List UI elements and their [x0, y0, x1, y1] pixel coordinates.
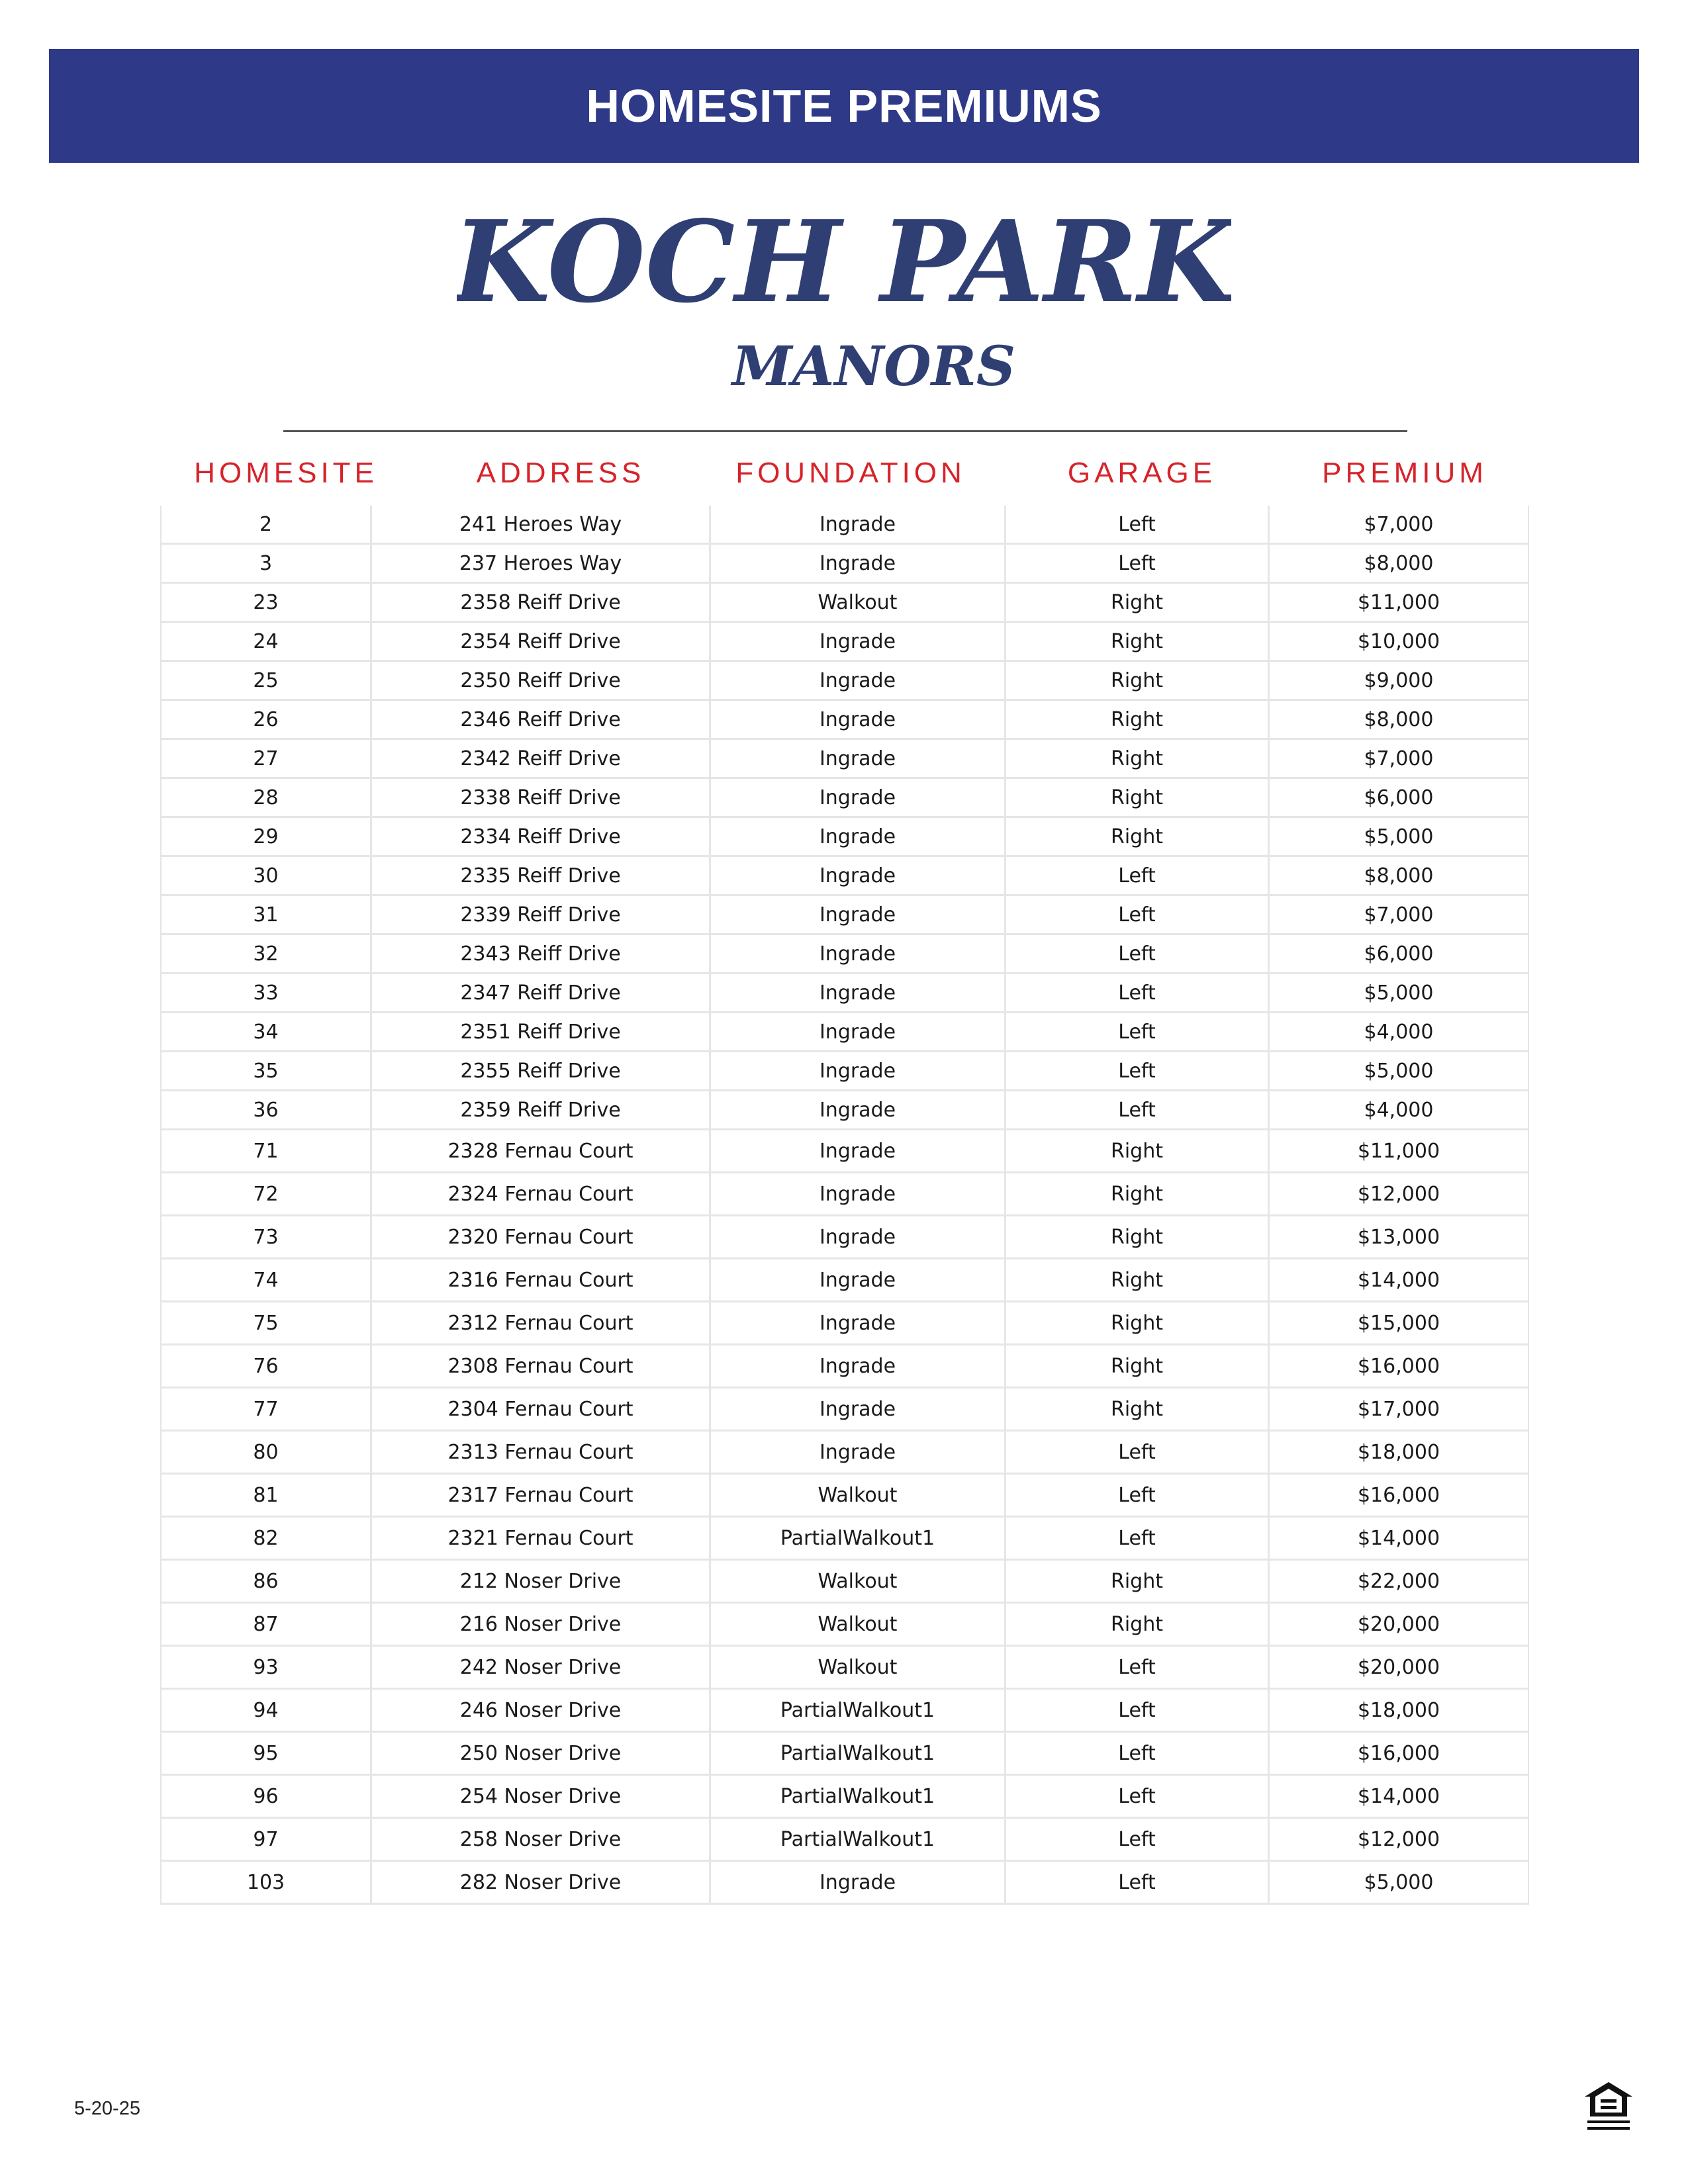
homesite-cell: 73 — [162, 1216, 372, 1257]
table-row — [162, 896, 1528, 935]
premium-cell: $18,000 — [1357, 1440, 1440, 1464]
address-cell: 2313 Fernau Court — [372, 1432, 711, 1473]
premium-cell: $8,000 — [1364, 707, 1434, 731]
homesite-cell: 77 — [162, 1388, 372, 1430]
garage-cell: Left — [1006, 1819, 1270, 1860]
homesite-cell: 29 — [162, 818, 372, 855]
garage-cell: Left — [1006, 1518, 1270, 1559]
address-cell: 2359 Reiff Drive — [372, 1091, 711, 1128]
premium-cell: $6,000 — [1364, 786, 1434, 809]
garage-cell: Left — [1006, 1733, 1270, 1774]
address-cell: 2304 Fernau Court — [372, 1388, 711, 1430]
homesite-cell: 72 — [162, 1173, 372, 1214]
address-cell: 2343 Reiff Drive — [372, 935, 711, 972]
column-header-homesite: HOMESITE — [194, 457, 378, 489]
address-cell: 2335 Reiff Drive — [372, 857, 711, 894]
premium-cell: $14,000 — [1357, 1268, 1440, 1292]
garage-cell: Left — [1006, 1091, 1270, 1128]
garage-cell: Left — [1006, 1475, 1270, 1516]
table-row — [162, 779, 1528, 818]
logo-line-2: MANORS — [731, 335, 1016, 397]
premium-cell: $13,000 — [1357, 1225, 1440, 1249]
foundation-cell: PartialWalkout1 — [711, 1733, 1006, 1774]
premium-cell: $7,000 — [1364, 512, 1434, 536]
column-headers — [160, 457, 1526, 490]
homesite-cell: 96 — [162, 1776, 372, 1817]
table-row — [162, 1819, 1528, 1862]
homesite-cell: 2 — [162, 506, 372, 543]
table-row — [162, 740, 1528, 779]
foundation-cell: Ingrade — [711, 974, 1006, 1011]
table-row — [162, 1052, 1528, 1091]
address-cell: 2350 Reiff Drive — [372, 662, 711, 699]
table-row — [162, 818, 1528, 857]
premium-cell: $11,000 — [1357, 1139, 1440, 1163]
homesite-cell: 32 — [162, 935, 372, 972]
foundation-cell: Ingrade — [711, 1052, 1006, 1089]
table-row — [162, 974, 1528, 1013]
foundation-cell: Ingrade — [711, 701, 1006, 738]
foundation-cell: Ingrade — [711, 1091, 1006, 1128]
garage-cell: Right — [1006, 1345, 1270, 1387]
garage-cell: Right — [1006, 818, 1270, 855]
address-cell: 241 Heroes Way — [372, 506, 711, 543]
premium-cell: $5,000 — [1364, 981, 1434, 1005]
address-cell: 2346 Reiff Drive — [372, 701, 711, 738]
homesite-cell: 82 — [162, 1518, 372, 1559]
homesite-cell: 24 — [162, 623, 372, 660]
table-row — [162, 1518, 1528, 1561]
garage-cell: Right — [1006, 1216, 1270, 1257]
garage-cell: Left — [1006, 1776, 1270, 1817]
garage-cell: Right — [1006, 1561, 1270, 1602]
foundation-cell: Ingrade — [711, 1130, 1006, 1171]
premium-cell: $5,000 — [1364, 1870, 1434, 1894]
address-cell: 2339 Reiff Drive — [372, 896, 711, 933]
address-cell: 254 Noser Drive — [372, 1776, 711, 1817]
foundation-cell: Ingrade — [711, 935, 1006, 972]
table-row — [162, 1091, 1528, 1130]
premium-cell: $22,000 — [1357, 1569, 1440, 1593]
table-row — [162, 1130, 1528, 1173]
garage-cell: Left — [1006, 1013, 1270, 1050]
foundation-cell: Walkout — [711, 1475, 1006, 1516]
address-cell: 2351 Reiff Drive — [372, 1013, 711, 1050]
garage-cell: Left — [1006, 974, 1270, 1011]
address-cell: 2312 Fernau Court — [372, 1302, 711, 1343]
table-row — [162, 662, 1528, 701]
table-row — [162, 623, 1528, 662]
garage-cell: Right — [1006, 1130, 1270, 1171]
premium-cell: $9,000 — [1364, 668, 1434, 692]
address-cell: 2320 Fernau Court — [372, 1216, 711, 1257]
garage-cell: Right — [1006, 623, 1270, 660]
homesite-cell: 27 — [162, 740, 372, 777]
foundation-cell: Ingrade — [711, 1862, 1006, 1903]
garage-cell: Right — [1006, 662, 1270, 699]
homesite-cell: 35 — [162, 1052, 372, 1089]
address-cell: 246 Noser Drive — [372, 1690, 711, 1731]
homesite-cell: 3 — [162, 545, 372, 582]
premium-cell: $14,000 — [1357, 1526, 1440, 1550]
garage-cell: Left — [1006, 545, 1270, 582]
foundation-cell: Ingrade — [711, 1302, 1006, 1343]
foundation-cell: Ingrade — [711, 896, 1006, 933]
table-row — [162, 1475, 1528, 1518]
garage-cell: Right — [1006, 1302, 1270, 1343]
homesite-cell: 31 — [162, 896, 372, 933]
foundation-cell: Ingrade — [711, 1345, 1006, 1387]
homesite-premium-table — [160, 506, 1529, 1905]
homesite-cell: 75 — [162, 1302, 372, 1343]
table-row — [162, 1561, 1528, 1604]
garage-cell: Right — [1006, 1173, 1270, 1214]
foundation-cell: Ingrade — [711, 506, 1006, 543]
garage-cell: Right — [1006, 1259, 1270, 1300]
garage-cell: Right — [1006, 779, 1270, 816]
table-row — [162, 1388, 1528, 1432]
address-cell: 2328 Fernau Court — [372, 1130, 711, 1171]
address-cell: 212 Noser Drive — [372, 1561, 711, 1602]
foundation-cell: Ingrade — [711, 1432, 1006, 1473]
premium-cell: $20,000 — [1357, 1612, 1440, 1636]
table-row — [162, 701, 1528, 740]
homesite-cell: 71 — [162, 1130, 372, 1171]
foundation-cell: PartialWalkout1 — [711, 1819, 1006, 1860]
table-row — [162, 1302, 1528, 1345]
homesite-cell: 36 — [162, 1091, 372, 1128]
address-cell: 258 Noser Drive — [372, 1819, 711, 1860]
table-row — [162, 584, 1528, 623]
homesite-cell: 34 — [162, 1013, 372, 1050]
foundation-cell: Walkout — [711, 1561, 1006, 1602]
address-cell: 216 Noser Drive — [372, 1604, 711, 1645]
address-cell: 2321 Fernau Court — [372, 1518, 711, 1559]
premium-cell: $16,000 — [1357, 1354, 1440, 1378]
premium-cell: $12,000 — [1357, 1827, 1440, 1851]
premium-cell: $16,000 — [1357, 1483, 1440, 1507]
premium-cell: $11,000 — [1357, 590, 1440, 614]
homesite-cell: 74 — [162, 1259, 372, 1300]
address-cell: 2355 Reiff Drive — [372, 1052, 711, 1089]
address-cell: 2317 Fernau Court — [372, 1475, 711, 1516]
premium-cell: $10,000 — [1357, 629, 1440, 653]
equal-housing-opportunity-icon — [1583, 2079, 1634, 2134]
address-cell: 2354 Reiff Drive — [372, 623, 711, 660]
homesite-cell: 30 — [162, 857, 372, 894]
homesite-cell: 23 — [162, 584, 372, 621]
table-row — [162, 1013, 1528, 1052]
address-cell: 250 Noser Drive — [372, 1733, 711, 1774]
title-banner — [49, 49, 1639, 163]
homesite-cell: 28 — [162, 779, 372, 816]
garage-cell: Left — [1006, 1862, 1270, 1903]
premium-cell: $8,000 — [1364, 551, 1434, 575]
premium-cell: $7,000 — [1364, 903, 1434, 927]
address-cell: 242 Noser Drive — [372, 1647, 711, 1688]
premium-cell: $14,000 — [1357, 1784, 1440, 1808]
logo-line-1: KOCH PARK — [457, 199, 1231, 328]
premium-cell: $15,000 — [1357, 1311, 1440, 1335]
foundation-cell: Ingrade — [711, 545, 1006, 582]
column-header-foundation: FOUNDATION — [735, 457, 966, 489]
foundation-cell: Ingrade — [711, 857, 1006, 894]
garage-cell: Left — [1006, 506, 1270, 543]
address-cell: 2324 Fernau Court — [372, 1173, 711, 1214]
garage-cell: Right — [1006, 701, 1270, 738]
homesite-cell: 87 — [162, 1604, 372, 1645]
foundation-cell: Ingrade — [711, 662, 1006, 699]
table-row — [162, 1345, 1528, 1388]
premium-cell: $6,000 — [1364, 942, 1434, 966]
foundation-cell: Walkout — [711, 1604, 1006, 1645]
foundation-cell: PartialWalkout1 — [711, 1776, 1006, 1817]
homesite-cell: 76 — [162, 1345, 372, 1387]
foundation-cell: Ingrade — [711, 740, 1006, 777]
premium-cell: $5,000 — [1364, 1059, 1434, 1083]
garage-cell: Left — [1006, 1647, 1270, 1688]
table-row — [162, 1173, 1528, 1216]
garage-cell: Left — [1006, 896, 1270, 933]
foundation-cell: Ingrade — [711, 1013, 1006, 1050]
premium-cell: $17,000 — [1357, 1397, 1440, 1421]
garage-cell: Left — [1006, 935, 1270, 972]
foundation-cell: Walkout — [711, 584, 1006, 621]
column-header-premium: PREMIUM — [1322, 457, 1487, 489]
page-title: HOMESITE PREMIUMS — [586, 80, 1102, 132]
address-cell: 2342 Reiff Drive — [372, 740, 711, 777]
homesite-cell: 93 — [162, 1647, 372, 1688]
garage-cell: Right — [1006, 740, 1270, 777]
foundation-cell: PartialWalkout1 — [711, 1690, 1006, 1731]
premium-cell: $12,000 — [1357, 1182, 1440, 1206]
table-row — [162, 1862, 1528, 1905]
column-header-garage: GARAGE — [1067, 457, 1217, 489]
address-cell: 2316 Fernau Court — [372, 1259, 711, 1300]
address-cell: 2308 Fernau Court — [372, 1345, 711, 1387]
table-row — [162, 1216, 1528, 1259]
table-row — [162, 1647, 1528, 1690]
foundation-cell: Ingrade — [711, 779, 1006, 816]
homesite-cell: 25 — [162, 662, 372, 699]
garage-cell: Left — [1006, 1052, 1270, 1089]
table-row — [162, 506, 1528, 545]
table-row — [162, 1432, 1528, 1475]
table-row — [162, 1259, 1528, 1302]
table-row — [162, 1690, 1528, 1733]
table-row — [162, 1776, 1528, 1819]
foundation-cell: Walkout — [711, 1647, 1006, 1688]
table-row — [162, 857, 1528, 896]
garage-cell: Left — [1006, 1690, 1270, 1731]
foundation-cell: Ingrade — [711, 1259, 1006, 1300]
homesite-cell: 80 — [162, 1432, 372, 1473]
foundation-cell: Ingrade — [711, 623, 1006, 660]
premium-cell: $7,000 — [1364, 747, 1434, 770]
premium-cell: $4,000 — [1364, 1098, 1434, 1122]
garage-cell: Right — [1006, 584, 1270, 621]
address-cell: 2347 Reiff Drive — [372, 974, 711, 1011]
premium-cell: $16,000 — [1357, 1741, 1440, 1765]
foundation-cell: Ingrade — [711, 1388, 1006, 1430]
address-cell: 2334 Reiff Drive — [372, 818, 711, 855]
address-cell: 2338 Reiff Drive — [372, 779, 711, 816]
homesite-cell: 95 — [162, 1733, 372, 1774]
header-divider — [283, 430, 1407, 432]
homesite-cell: 81 — [162, 1475, 372, 1516]
table-row — [162, 935, 1528, 974]
garage-cell: Left — [1006, 1432, 1270, 1473]
homesite-cell: 103 — [162, 1862, 372, 1903]
table-row — [162, 1733, 1528, 1776]
homesite-cell: 97 — [162, 1819, 372, 1860]
premium-cell: $20,000 — [1357, 1655, 1440, 1679]
homesite-cell: 26 — [162, 701, 372, 738]
garage-cell: Left — [1006, 857, 1270, 894]
homesite-cell: 94 — [162, 1690, 372, 1731]
foundation-cell: Ingrade — [711, 1216, 1006, 1257]
foundation-cell: PartialWalkout1 — [711, 1518, 1006, 1559]
koch-park-manors-logo — [457, 199, 1231, 397]
premium-cell: $18,000 — [1357, 1698, 1440, 1722]
premium-cell: $5,000 — [1364, 825, 1434, 848]
premium-cell: $4,000 — [1364, 1020, 1434, 1044]
table-row — [162, 545, 1528, 584]
garage-cell: Right — [1006, 1388, 1270, 1430]
homesite-cell: 33 — [162, 974, 372, 1011]
garage-cell: Right — [1006, 1604, 1270, 1645]
foundation-cell: Ingrade — [711, 1173, 1006, 1214]
revision-date: 5-20-25 — [74, 2098, 140, 2119]
address-cell: 282 Noser Drive — [372, 1862, 711, 1903]
address-cell: 237 Heroes Way — [372, 545, 711, 582]
foundation-cell: Ingrade — [711, 818, 1006, 855]
table-row — [162, 1604, 1528, 1647]
address-cell: 2358 Reiff Drive — [372, 584, 711, 621]
premium-cell: $8,000 — [1364, 864, 1434, 887]
column-header-address: ADDRESS — [476, 457, 645, 489]
homesite-cell: 86 — [162, 1561, 372, 1602]
